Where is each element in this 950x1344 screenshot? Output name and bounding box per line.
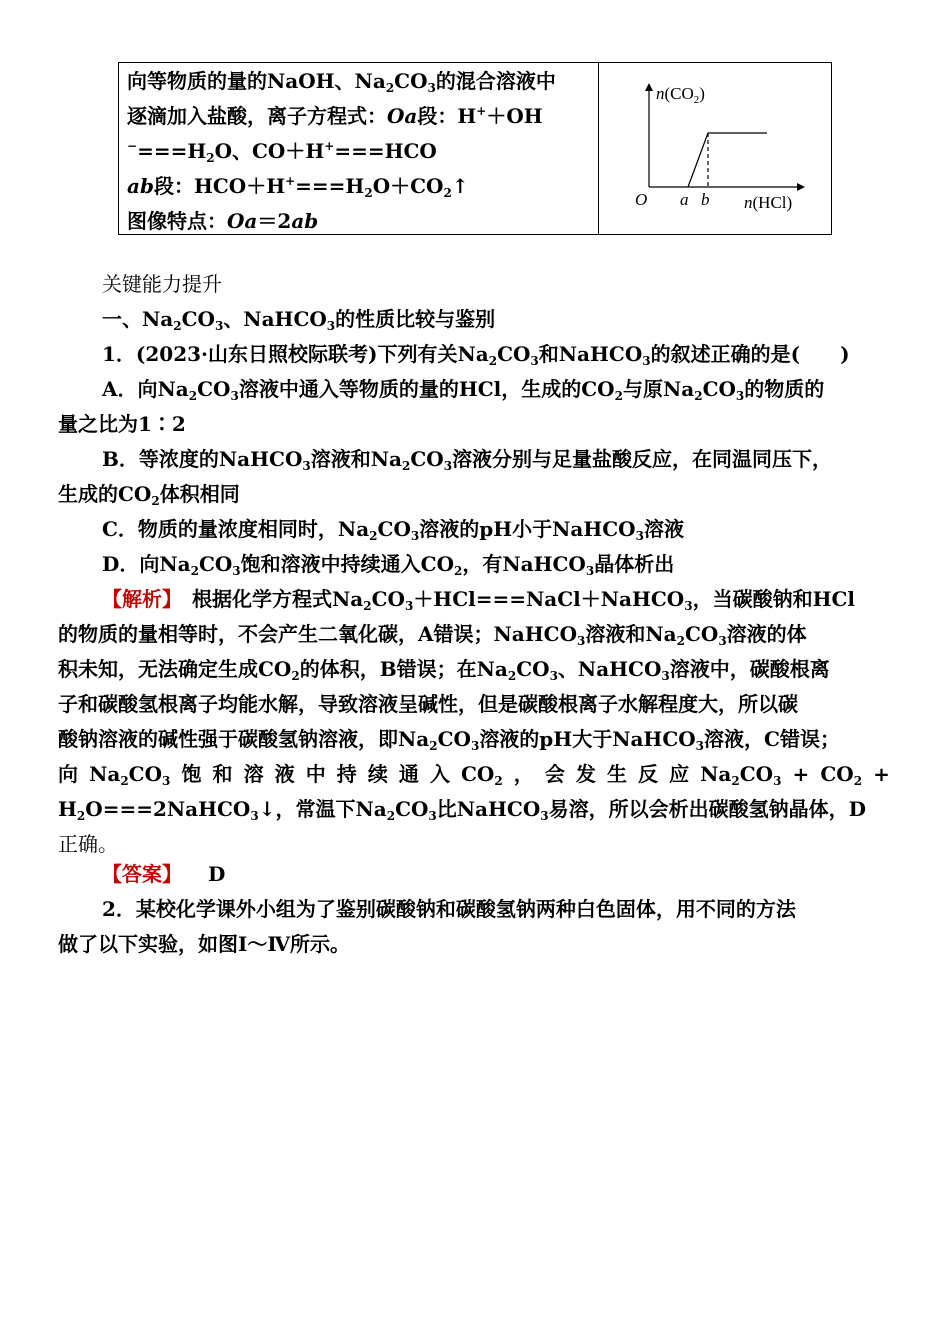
table-line-1: 向等物质的量的NaOH、$Na_2CO_3$的混合溶液中 bbox=[127, 69, 556, 95]
q1-option-a-line2: 量之比为1∶2 bbox=[58, 412, 186, 436]
y-axis-label: $n(CO_2)$ bbox=[656, 84, 705, 106]
y-axis-arrow bbox=[645, 83, 653, 91]
q1-option-b-line1: B．等浓度的NaHCO$_3$溶液和$Na_2CO_3$溶液分别与足量盐酸反应，在同温同压下， bbox=[102, 447, 833, 473]
co2-hcl-graph bbox=[599, 63, 832, 234]
answer-line bbox=[102, 856, 225, 892]
analysis-line-8: 正确。 bbox=[58, 832, 118, 856]
x-axis-arrow bbox=[797, 183, 805, 191]
analysis-label: 【解析】 bbox=[102, 587, 172, 611]
table-line-3: $^-===H_2O$、CO＋H+===HCO bbox=[127, 139, 437, 165]
graph-svg bbox=[599, 63, 832, 234]
q1-option-b-line2: 生成的$CO_2$体积相同 bbox=[58, 482, 240, 508]
analysis-line-1: 【解析】 根据化学方程式$Na_2CO_3+HCl===NaCl+NaHCO_3$，当碳酸钠和HCl bbox=[102, 587, 856, 613]
analysis-line-4: 子和碳酸氢根离子均能水解，导致溶液呈碱性，但是碳酸根离子水解程度大，所以碳 bbox=[58, 692, 798, 716]
table-line-4: ab段：$HCO+H^+===H_2O+CO_2↑$ bbox=[127, 174, 469, 200]
q1-stem: 1．(2023·山东日照校际联考)下列有关$Na_2CO_3$和NaHCO$_3$的叙述正确的是( ) bbox=[102, 342, 850, 368]
q1-option-c: C．物质的量浓度相同时，$Na_2CO_3$溶液的pH小于NaHCO$_3$溶液 bbox=[102, 517, 684, 543]
q1-option-a-line1: A．向$Na_2CO_3$溶液中通入等物质的量的HCl，生成的$CO_2$与原$Na_2CO_3$的物质的 bbox=[102, 377, 825, 403]
x-axis-label: n(HCl) bbox=[744, 193, 793, 212]
analysis-line-2: 的物质的量相等时，不会产生二氧化碳，A错误；NaHCO$_3$溶液和$Na_2CO_3$溶液的体 bbox=[58, 622, 807, 648]
answer-label: 【答案】 bbox=[102, 862, 182, 886]
b-label: b bbox=[701, 190, 710, 209]
analysis-line-5: 酸钠溶液的碱性强于碳酸氢钠溶液，即$Na_2CO_3$溶液的pH大于NaHCO$_3$溶液，C错误； bbox=[58, 727, 840, 753]
analysis-line-7: $H_2O===2NaHCO_3↓$，常温下$Na_2CO_3$比NaHCO$_3$易溶，所以会析出碳酸氢钠晶体，D bbox=[58, 797, 866, 823]
curve-rise bbox=[688, 133, 708, 187]
summary-table bbox=[118, 62, 832, 235]
table-line-5: 图像特点：Oa＝2ab bbox=[127, 209, 319, 233]
answer-value: D bbox=[208, 862, 226, 886]
a-label: a bbox=[680, 190, 689, 209]
origin-label: O bbox=[635, 190, 648, 209]
q2-line-2: 做了以下实验，如图Ⅰ～Ⅳ所示。 bbox=[58, 932, 351, 956]
q2-line-1: 2．某校化学课外小组为了鉴别碳酸钠和碳酸氢钠两种白色固体，用不同的方法 bbox=[102, 897, 796, 921]
analysis-line-3: 积未知，无法确定生成$CO_2$的体积，B错误；在$Na_2CO_3$、NaHCO$_3$溶液中，碳酸根离 bbox=[58, 657, 830, 683]
q1-option-d: D．向$Na_2CO_3$饱和溶液中持续通入$CO_2$，有NaHCO$_3$晶体析出 bbox=[102, 552, 675, 578]
section-title: 一、$Na_2CO_3$、NaHCO$_3$的性质比较与鉴别 bbox=[102, 307, 496, 333]
table-line-2: 逐滴加入盐酸，离子方程式：Oa段：H+＋OH bbox=[127, 104, 543, 128]
analysis-line-6: 向 $Na_2CO_3$ 饱 和 溶 液 中 持 续 通 入 $CO_2$ ， 会 发 生 反 应 $Na_2CO_3$ + $CO_2$ + bbox=[58, 762, 890, 788]
section-header: 关键能力提升 bbox=[102, 272, 222, 296]
